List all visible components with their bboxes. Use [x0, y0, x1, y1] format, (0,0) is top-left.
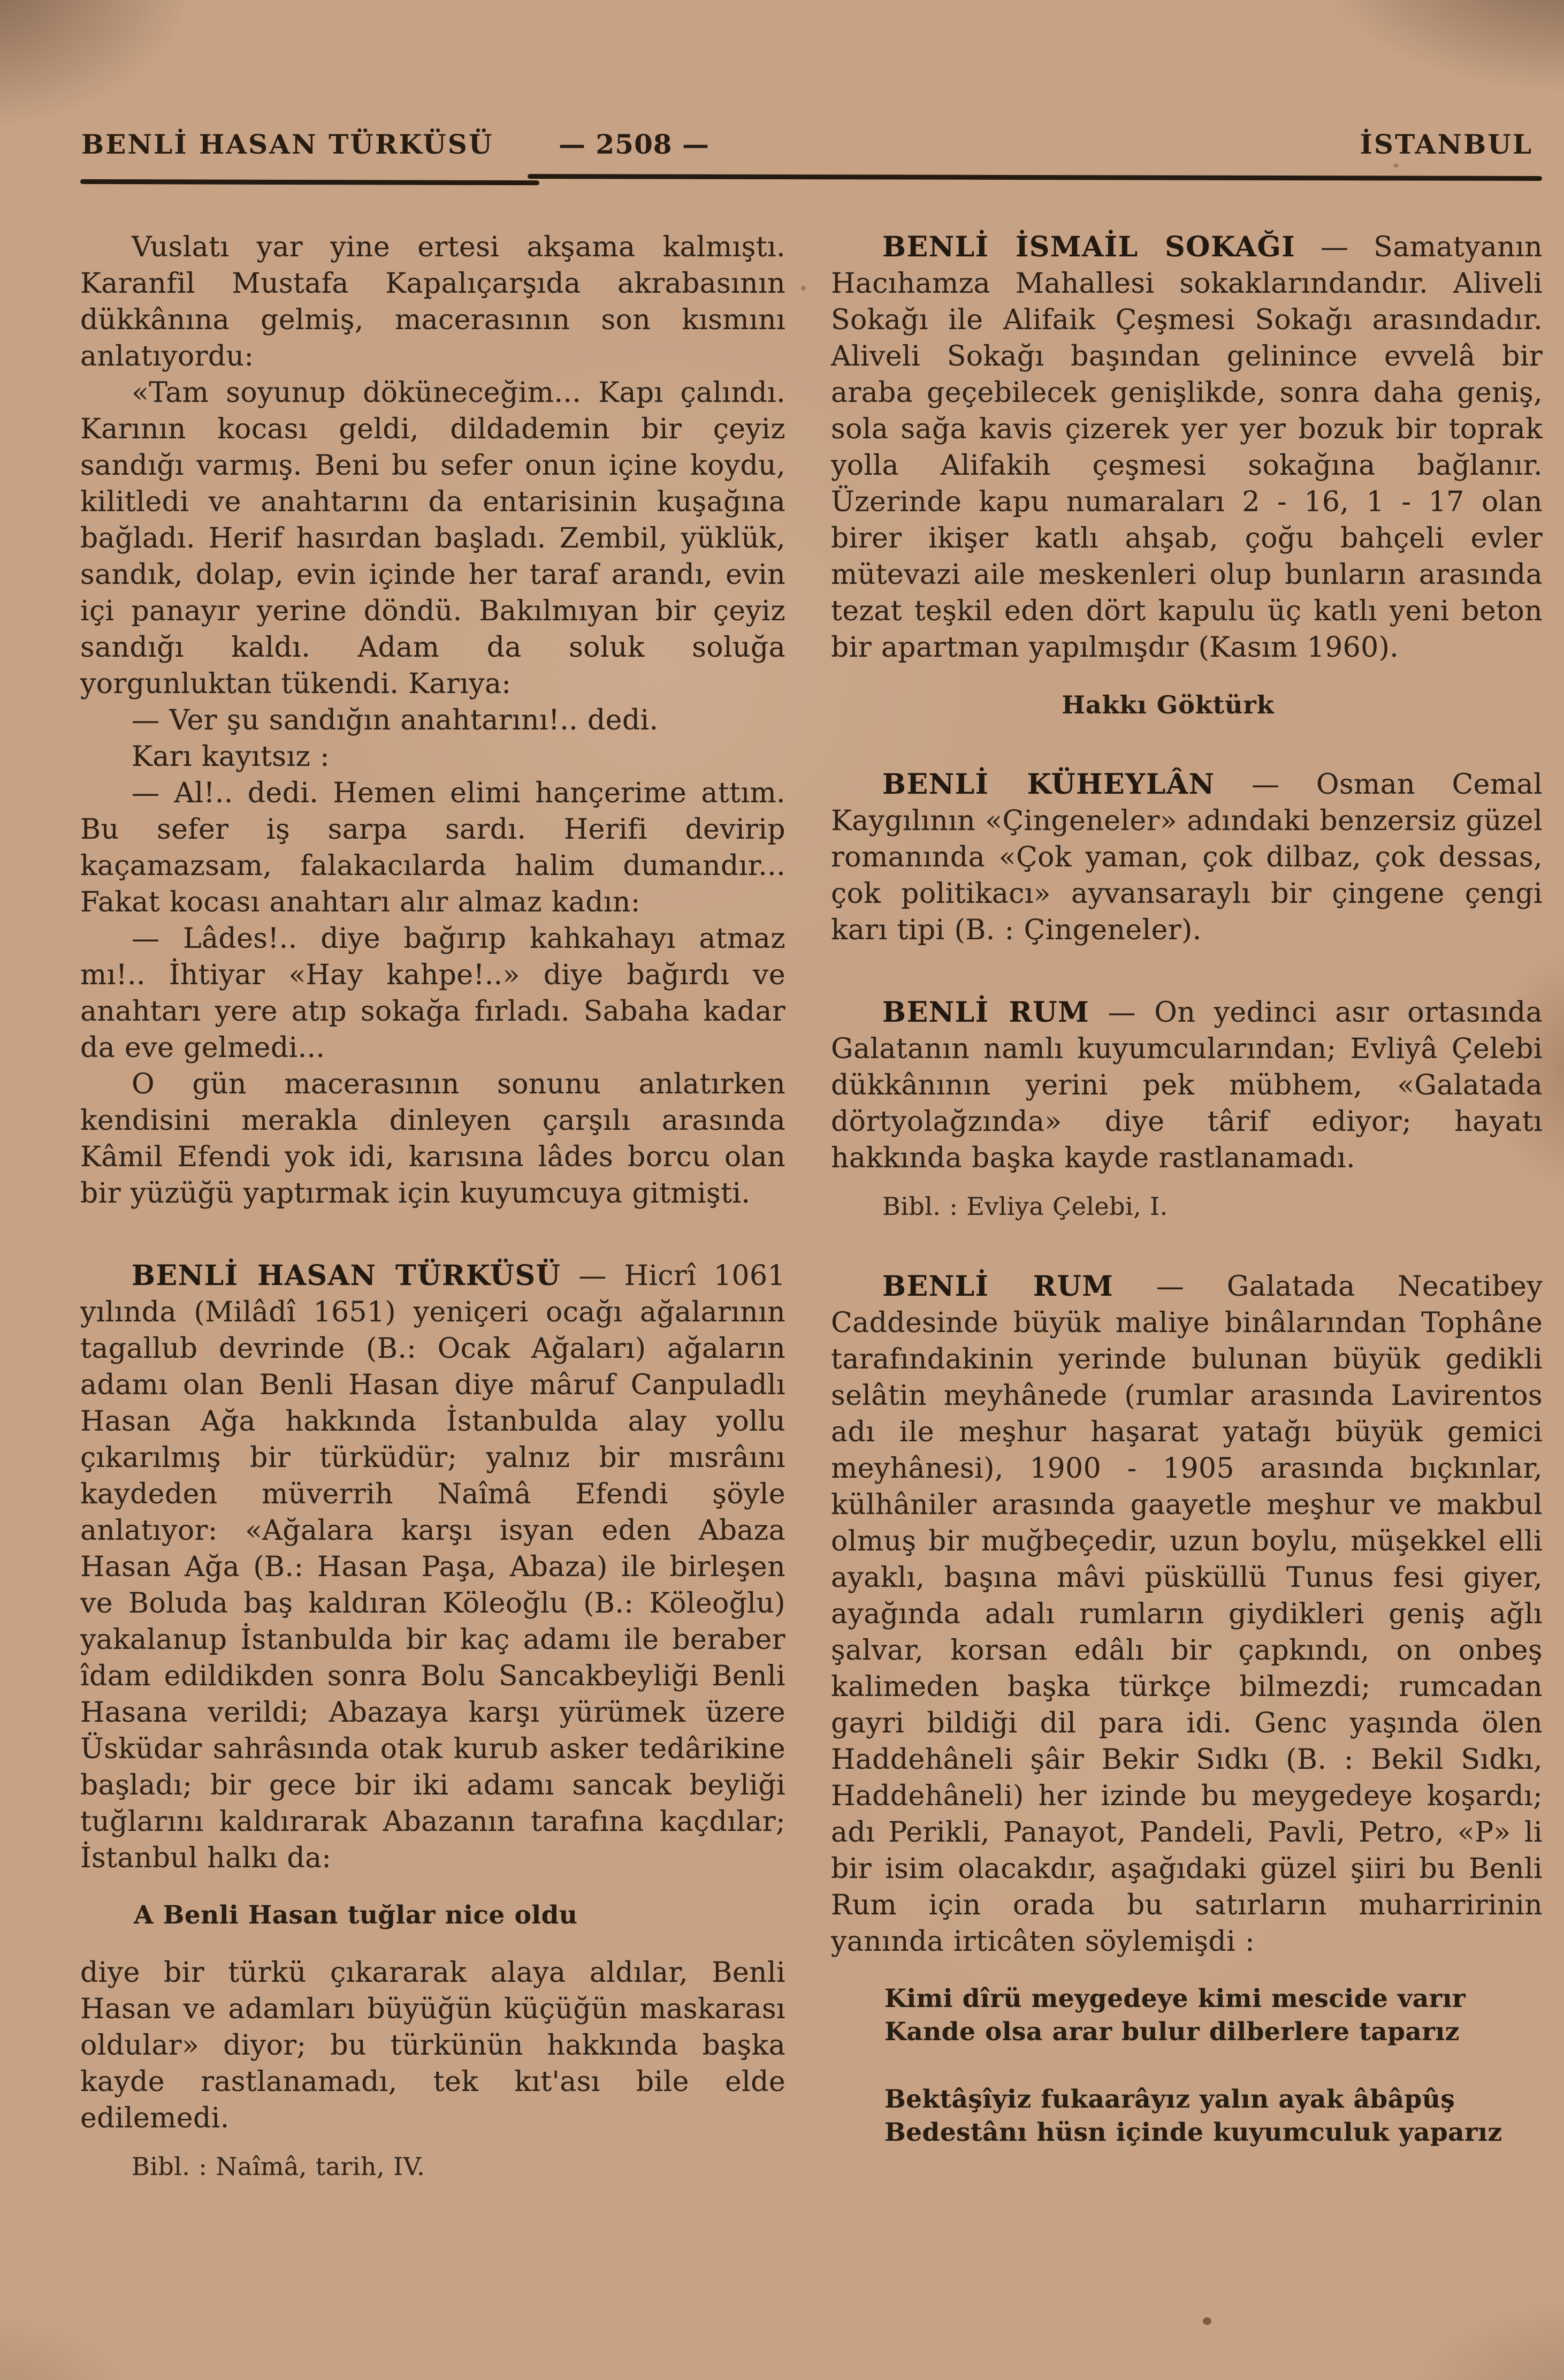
right-column [831, 229, 1543, 2172]
encyclopedia-entry [831, 229, 1543, 666]
entry-text: — Osman Cemal Kaygılının «Çingeneler» adındaki benzersiz güzel romanında «Çok yaman, çok dilbaz, çok dessas, çok politikacı» ayvansaraylı bir çingene çengi karı tipi (B. : Çingeneler). [831, 769, 1543, 946]
bibliography-line: Bibl. : Naîmâ, tarih, IV. [132, 2152, 425, 2181]
entry-headword: BENLİ RUM [882, 996, 1090, 1029]
verse-line: A Benli Hasan tuğlar nice oldu [134, 1900, 578, 1930]
entry-text: — On yedinci asır ortasında Galatanın namlı kuyumcularından; Evliyâ Çelebi dükkânının yerini pek mübhem, «Galatada dörtyolağzında» diye târif ediyor; hayatı hakkında başka kayde rastlanamadı. [831, 997, 1543, 1174]
entry-headword: BENLİ KÜHEYLÂN [882, 768, 1215, 801]
encyclopedia-entry [80, 1258, 785, 1876]
verse-stanza [884, 1982, 1543, 2049]
paragraph: — Lâdes!.. diye bağırıp kahkahayı atmaz mı!.. İhtiyar «Hay kahpe!..» diye bağırdı ve anahtarı yere atıp sokağa fırladı. Sabaha kadar da eve gelmedi... [80, 923, 785, 1064]
paper-speckle [801, 286, 806, 291]
entry-headword: BENLİ RUM [882, 1270, 1114, 1303]
paragraph: Karı kayıtsız : [132, 741, 330, 773]
verse-line: Bedestânı hüsn içinde kuyumculuk yaparız [884, 2118, 1502, 2147]
encyclopedia-entry [831, 994, 1543, 1176]
paragraph: O gün macerasının sonunu anlatırken kendisini merakla dinleyen çarşılı arasında Kâmil Efendi yok idi, karısına lâdes borcu olan bir yüzüğü yaptırmak için kuyumcuya gitmişti. [80, 1068, 785, 1210]
running-head-right: İSTANBUL [1360, 128, 1533, 160]
paragraph: «Tam soyunup döküneceğim... Kapı çalındı. Karının kocası geldi, dildademin bir çeyiz sandığı varmış. Beni bu sefer onun içine koydu, kilitledi ve anahtarını da entarisinin kuşağına bağladı. Herif hasırdan başladı. Zembil, yüklük, sandık, dolap, evin içinde her taraf arandı, evin içi panayır yerine döndü. Bakılmıyan bir çeyiz sandığı kaldı. Adam da soluk soluğa yorgunluktan tükendi. Karıya: [80, 377, 785, 700]
page-number: — 2508 — [559, 128, 709, 160]
verse-line: Kimi dîrü meygedeye kimi mescide varır [884, 1984, 1466, 2013]
header-rule-right-segment [528, 174, 1542, 181]
author-signature: Hakkı Göktürk [1062, 690, 1275, 719]
encyclopedia-entry [831, 1268, 1543, 1960]
paragraph: — Al!.. dedi. Hemen elimi hançerime attım. Bu sefer iş sarpa sardı. Herifi devirip kaçamazsam, falakacılarda halim dumandır... Fakat kocası anahtarı alır almaz kadın: [80, 777, 785, 918]
paragraph: Vuslatı yar yine ertesi akşama kalmıştı. Karanfil Mustafa Kapalıçarşıda akrabasının dükkânına gelmiş, macerasının son kısmını anlatıyordu: [80, 231, 785, 372]
entry-headword: BENLİ İSMAİL SOKAĞI [882, 231, 1296, 263]
bibliography-line: Bibl. : Evliya Çelebi, I. [882, 1192, 1168, 1221]
left-column [80, 229, 785, 2183]
paper-speckle [1203, 2317, 1211, 2325]
verse-stanza [134, 1899, 785, 1932]
header-rule-left-segment [80, 179, 539, 185]
paragraph: — Ver şu sandığın anahtarını!.. dedi. [132, 704, 659, 736]
entry-headword: BENLİ HASAN TÜRKÜSÜ [132, 1259, 561, 1292]
entry-text: — Samatyanın Hacıhamza Mahallesi sokaklarındandır. Aliveli Sokağı ile Alifaik Çeşmesi Sokağı arasındadır. Aliveli Sokağı başından gelinince evvelâ bir araba geçebilecek genişlikde, sonra daha geniş, sola sağa kavis çizerek yer yer bozuk bir toprak yolla Alifakih çeşmesi sokağına bağlanır. Üzerinde kapu numaraları 2 - 16, 1 - 17 olan birer ikişer katlı ahşab, çoğu bahçeli evler mütevazi aile meskenleri olup bunların arasında tezat teşkil eden dört kapulu üç katlı yeni beton bir apartman yapılmışdır (Kasım 1960). [831, 231, 1543, 664]
encyclopedia-entry [831, 766, 1543, 948]
running-head-left: BENLİ HASAN TÜRKÜSÜ [81, 128, 494, 160]
verse-line: Bektâşîyiz fukaarâyız yalın ayak âbâpûş [884, 2085, 1455, 2114]
verse-line: Kande olsa arar bulur dilberlere taparız [884, 2017, 1460, 2047]
paragraph: diye bir türkü çıkararak alaya aldılar, Benli Hasan ve adamları büyüğün küçüğün maskarası oldular» diyor; bu türkünün hakkında başka kayde rastlanamadı, tek kıt'ası bile elde edilemedi. [80, 1957, 785, 2134]
entry-text: — Galatada Necatibey Caddesinde büyük maliye binâlarından Tophâne tarafındakinin yerinde bulunan büyük gedikli selâtin meyhânede (rumlar arasında Lavirentos adı ile meşhur haşarat yatağı büyük gemici meyhânesi), 1900 - 1905 arasında bıçkınlar, külhâniler arasında gaayetle meşhur ve makbul olmuş bir muğbeçedir, uzun boylu, müşekkel elli ayaklı, başına mâvi püsküllü Tunus fesi giyer, ayağında adalı rumların giydikleri geniş ağlı şalvar, korsan edâlı bir çapkındı, on onbeş kalimeden başka türkçe bilmezdi; rumcadan gayri bildiği dil para idi. Genc yaşında ölen Haddehâneli şâir Bekir Sıdkı (B. : Bekil Sıdkı, Haddehâneli) her izinde bu meygedeye koşardı; adı Perikli, Panayot, Pandeli, Pavli, Petro, «P» li bir isim olacakdır, aşağıdaki güzel şiiri bu Benli Rum için orada bu satırların muharririnin yanında irticâten söylemişdi : [831, 1271, 1543, 1958]
verse-stanza [884, 2083, 1543, 2149]
entry-text: — Hicrî 1061 yılında (Milâdî 1651) yeniçeri ocağı ağalarının tagallub devrinde (B.: Ocak Ağaları) ağaların adamı olan Benli Hasan diye mâruf Canpuladlı Hasan Ağa hakkında İstanbulda alay yollu çıkarılmış bir türküdür; yalnız bir mısrâını kaydeden müverrih Naîmâ Efendi şöyle anlatıyor: «Ağalara karşı isyan eden Abaza Hasan Ağa (B.: Hasan Paşa, Abaza) ile birleşen ve Boluda baş kaldıran Köleoğlu (B.: Köleoğlu) yakalanup İstanbulda bir kaç adamı ile beraber îdam edildikden sonra Bolu Sancakbeyliği Benli Hasana verildi; Abazaya karşı yürümek üzere Üsküdar sahrâsında otak kurub asker tedârikine başladı; bir gece bir iki adamı sancak beyliği tuğlarını kaldırarak Abazanın tarafına kaçdılar; İstanbul halkı da: [80, 1260, 785, 1874]
paper-speckle [1393, 164, 1399, 168]
